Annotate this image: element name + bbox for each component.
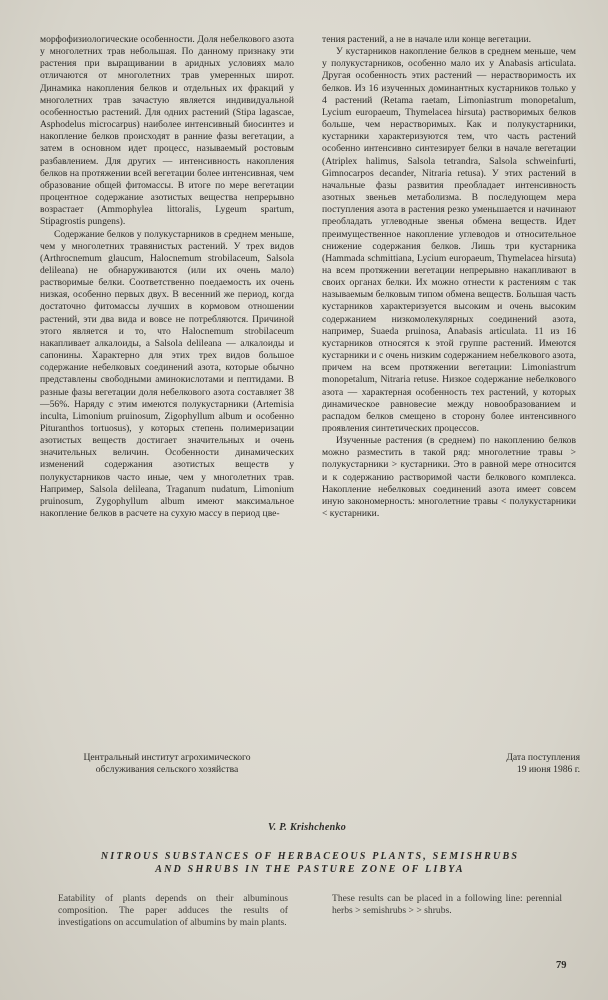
paragraph: морфофизиологические особенности. Доля небелкового азота у многолетних трав небольшая. По данному признаку эти растения при выращивании в аридных условиях мало отличаются от многолетних трав умеренных широт. Динамика накопления белков и отдельных их фракций у многолетних трав зачастую является индивидуальной особенностью растений. Для одних растений (Stipa lagascae, Asphodelus microcarpus) наиболее интенсивный биосинтез и накопление белков происходят в ранние фазы вегетации, а затем в основном идет процесс, называемый ростовым разбавлением. Для других — интенсивность накопления белков на протяжении всей вегетации более интенсивная, чем образование общей фитомассы. В итоге по мере вегетации процентное содержание азотистых вещества непрерывно возрастает (Ammophylea littoralis, Lygeum spartum, Stipagrostis pungens). <box>40 34 294 228</box>
right-column <box>322 34 576 520</box>
page-number: 79 <box>556 960 567 971</box>
date-label: Дата поступления <box>506 752 580 763</box>
abstract-text-left: Eatability of plants depends on their albuminous composition. The paper adduces the results of investigations on accumulation of albumins by main plants. <box>58 893 288 929</box>
title-line: NITROUS SUBSTANCES OF HERBACEOUS PLANTS, SEMISHRUBS <box>100 851 520 862</box>
paragraph: тения растений, а не в начале или конце вегетации. <box>322 34 532 45</box>
institution-line: обслуживания сельского хозяйства <box>95 764 239 776</box>
abstract-text-right: These results can be placed in a following line: perennial herbs > semishrubs > > shrubs. <box>332 893 562 917</box>
paragraph: У кустарников накопление белков в среднем меньше, чем у полукустарников, особенно мало их у Anabasis articulata. Другая особенность этих растений — нерастворимость их белков. Из 16 изученных доминантных кустарников только у 4 растений (Retama raetam, Limoniastrum monopetalum, Lycium europaeum, Thymelacea hirsuta) растворимых белков больше, чем нерастворимых. Как и полукустарники, кустарники характеризуются тем, что часть растений особенно интенсивно синтезирует белки в начале вегетации (Atriplex halimus, Salsola tetrandra, Salsola schweinfurti, Gimnocarpos decander, Nitraria retusa). У этих растений в начальные фазы развития преобладает интенсивность азотных звеньев метаболизма. В последующем мера поступления азота в растения резко уменьшается и начинают преобладать углеводные звенья обмена веществ. Идет преимущественное накопление углеводов и относительное снижение содержания белков. Лишь три кустарника (Hammada schmittiana, Lycium europaeum, Thymelacea hirsuta) на всем протяжении вегетации непрерывно накапливают в своих органах белки. Их можно отнести к растениям с так называемым белковым типом обмена веществ. Большая часть кустарников характеризуется высоким и очень высоким содержанием низкомолекулярных соединений азота, например, Suaeda pruinosa, Anabasis articulata. 11 из 16 кустарников относятся к этой группе растений. Имеются кустарники и с очень низким содержанием небелкового азота, причем на всем протяжении вегетации: Limoniastrum monopetalum, Nitraria retuse. Низкое содержание небелкового азота — характерная особенность тех растений, у которых динамическое равновесие между новообразованием и распадом белков смещено в сторону более интенсивного проявления синтетических процессов. <box>322 46 576 434</box>
abstract-title <box>60 850 560 876</box>
institution-line: Центральный институт агрохимического <box>83 752 251 763</box>
received-date <box>420 752 580 776</box>
title-line: AND SHRUBS IN THE PASTURE ZONE OF LIBYA <box>155 864 465 875</box>
abstract-author: V. P. Krishchenko <box>268 822 347 833</box>
left-column <box>40 34 294 520</box>
paragraph: Содержание белков у полукустарников в среднем меньше, чем у многолетних травянистых растений. У трех видов (Arthrocnemum glaucum, Halocnemum strobilaceum, Salsola delileana) не обнаруживаются (или их очень мало) растворимые белки. Соответственно поедаемость их очень низкая, особенно первых двух. В весенний же период, когда достаточно фитомассы лучших в кормовом отношении растений, эти два вида и вовсе не потребляются. Причиной этого является и то, что Halocnemum strobilaceum накапливает алкалоиды, а Salsola delileana — алкалоиды и сапонины. Характерно для этих трех видов большое содержание небелковых соединений азота, которые обычно представлены свободными аминокислотами и пептидами. В разные фазы вегетации доля небелкового азота составляет 38—56%. Наряду с этим имеются полукустарники (Artemisia inculta, Limonium pruinosum, Zigophyllum album и особенно Pituranthos tortuosus), у которых степень полимеризации азотистых веществ достигает значительных и очень значительных величин. Особенности динамических изменений содержания азотистых веществ у полукустарников часто иные, чем у многолетних трав. Например, Salsola delileana, Traganum nudatum, Limonium pruinosum, Zygophyllum album имеют максимальное накопление белков в расчете на сухую массу в период цве- <box>40 228 294 520</box>
paragraph: Изученные растения (в среднем) по накоплению белков можно разместить в такой ряд: многолетние травы > полукустарники > кустарники. Это в равной мере относится и к содержанию растворимой части белкового комплекса. Накопление небелковых соединений азота имеет совсем иную закономерность: многолетние травы < полукустарники < кустарники. <box>322 435 576 520</box>
institution-affiliation <box>52 752 282 776</box>
date-value: 19 июня 1986 г. <box>516 764 580 776</box>
